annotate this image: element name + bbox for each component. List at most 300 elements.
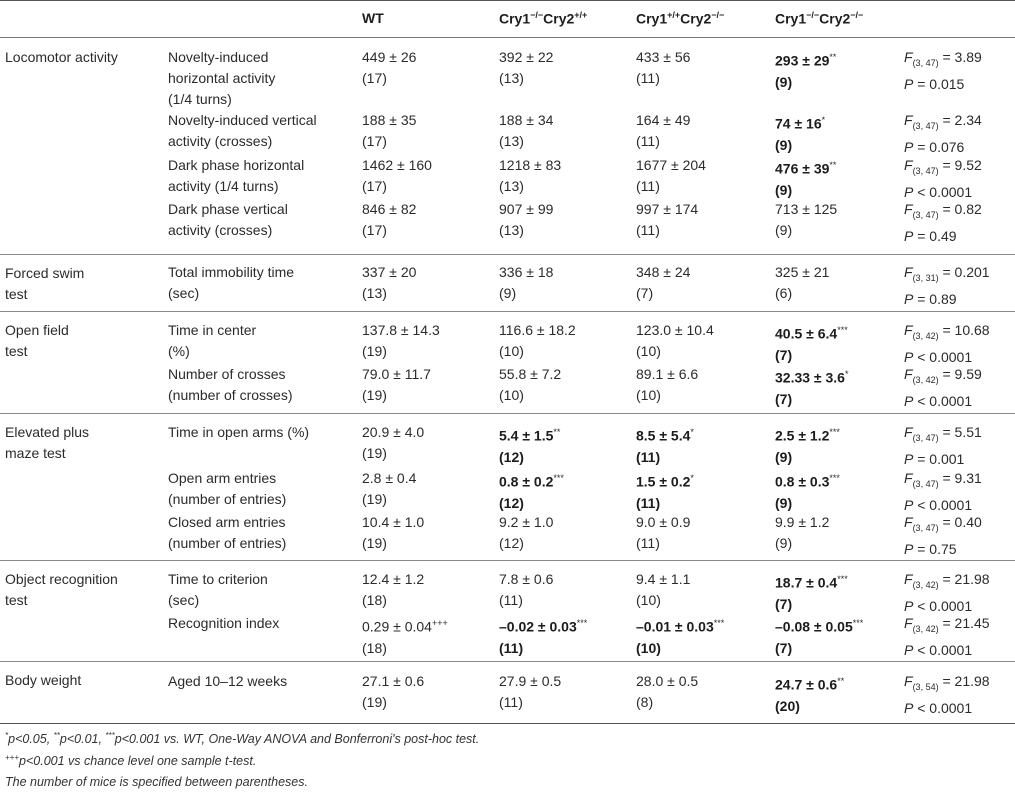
measure-label-line: activity (1/4 turns) [168, 178, 279, 194]
measure-label-line: Number of crosses [168, 366, 286, 382]
measure-label-line: Total immobility time [168, 264, 295, 280]
mean-sem [499, 613, 587, 638]
sample-size-value: (17) [362, 222, 387, 238]
mean-sem-value: 449 ± 26 [362, 49, 417, 65]
measure-label-line: (sec) [168, 592, 200, 608]
mean-sem [362, 512, 424, 533]
header-cry1ko-cry2ko: Cry1−/−Cry2−/− [775, 10, 864, 27]
value-cell-c4 [775, 569, 848, 615]
degrees-of-freedom: (3, 47) [912, 209, 939, 220]
measure-label [168, 155, 304, 197]
significance-stars: *** [837, 574, 848, 584]
f-letter: F [904, 673, 913, 689]
p-value: P = 0.49 [904, 227, 957, 244]
value-cell-c3 [636, 468, 694, 514]
p-value: P < 0.0001 [904, 392, 973, 409]
anova-stat [904, 422, 982, 470]
value-cell-c4 [775, 320, 848, 366]
f-letter: F [904, 571, 913, 587]
value-cell-wt [362, 47, 416, 89]
mean-sem-value: 1677 ± 204 [636, 157, 706, 173]
table-section [0, 311, 1015, 413]
f-statistic [904, 422, 982, 449]
significance-stars: * [690, 473, 694, 483]
mean-sem [499, 199, 553, 220]
mean-sem [636, 364, 698, 385]
sample-size [499, 68, 553, 89]
sample-size [499, 385, 561, 406]
sample-size-value: (19) [362, 387, 387, 403]
sample-size [499, 176, 561, 197]
mean-sem [636, 422, 694, 447]
degrees-of-freedom: (3, 42) [912, 374, 939, 385]
measure-label [168, 262, 294, 304]
sample-size [362, 341, 440, 362]
measure-label-line: (1/4 turns) [168, 91, 232, 107]
mean-sem-value: 10.4 ± 1.0 [362, 514, 425, 530]
sample-size-value: (9) [775, 73, 793, 90]
sample-size-value: (19) [362, 491, 387, 507]
value-cell-wt [362, 364, 431, 406]
mean-sem [636, 569, 690, 590]
sample-size [499, 447, 560, 468]
sample-size [775, 72, 836, 93]
sample-size [636, 533, 690, 554]
sample-size [362, 131, 416, 152]
anova-stat [904, 364, 982, 412]
mean-sem-value: –0.01 ± 0.03 [636, 618, 714, 635]
measure-label-line: Recognition index [168, 615, 280, 631]
value-cell-c3 [636, 320, 714, 362]
f-letter: F [904, 264, 913, 280]
degrees-of-freedom: (3, 42) [912, 579, 939, 590]
mean-sem-value: 40.5 ± 6.4 [775, 325, 838, 342]
p-value: P = 0.89 [904, 290, 957, 307]
f-letter: F [904, 157, 913, 173]
sample-size [499, 590, 553, 611]
value-cell-wt [362, 320, 440, 362]
f-statistic [904, 364, 982, 391]
mean-sem [362, 262, 416, 283]
mean-sem [362, 569, 424, 590]
value-cell-c3 [636, 364, 698, 406]
sample-size-value: (7) [636, 285, 654, 301]
mean-sem-value: 997 ± 174 [636, 201, 699, 217]
mean-sem-value: 0.29 ± 0.04 [362, 618, 432, 635]
significance-stars: * [690, 427, 694, 437]
table-section [0, 661, 1015, 723]
value-cell-c3 [636, 199, 698, 241]
f-letter: F [904, 470, 913, 486]
sample-size [775, 493, 840, 514]
mean-sem-value: 164 ± 49 [636, 112, 691, 128]
measure-label-line: activity (crosses) [168, 222, 273, 238]
measure-label [168, 199, 288, 241]
sample-size-value: (17) [362, 133, 387, 149]
section-title [5, 47, 118, 68]
value-cell-c2 [499, 47, 553, 89]
significance-stars: *** [852, 618, 864, 628]
p-letter: P [904, 496, 914, 513]
f-value: = 21.98 [938, 673, 990, 689]
mean-sem [499, 671, 561, 692]
sample-size [362, 385, 431, 406]
degrees-of-freedom: (3, 42) [912, 330, 939, 341]
degrees-of-freedom: (3, 42) [912, 623, 939, 634]
value-cell-c4 [775, 468, 840, 514]
mean-sem [775, 613, 863, 638]
mean-sem [775, 422, 840, 447]
measure-label-line: Novelty-induced [168, 49, 269, 65]
sample-size [636, 68, 690, 89]
sample-size-value: (11) [636, 448, 661, 465]
anova-stat [904, 47, 982, 95]
sample-size-value: (8) [636, 694, 654, 710]
p-letter: P [904, 641, 914, 658]
sample-size [636, 220, 698, 241]
sample-size-value: (13) [362, 285, 387, 301]
sample-size-value: (11) [499, 639, 524, 656]
value-cell-c2 [499, 569, 553, 611]
f-letter: F [904, 112, 913, 128]
p-letter: P [904, 597, 914, 614]
significance-stars: *** [553, 473, 564, 483]
sample-size [499, 638, 587, 659]
sample-size [636, 176, 706, 197]
f-statistic [904, 613, 990, 640]
sample-size [499, 533, 553, 554]
mean-sem [775, 262, 829, 283]
measure-label [168, 364, 292, 406]
sample-size [362, 533, 424, 554]
section-title-line: Forced swim [5, 265, 85, 281]
degrees-of-freedom: (3, 47) [912, 165, 939, 176]
degrees-of-freedom: (3, 47) [912, 57, 939, 68]
mean-sem-value: 337 ± 20 [362, 264, 417, 280]
p-value: P < 0.0001 [904, 597, 973, 614]
value-cell-c3 [636, 422, 694, 468]
mean-sem-value: 137.8 ± 14.3 [362, 322, 440, 338]
value-cell-wt [362, 569, 424, 611]
measure-label-line: (%) [168, 343, 190, 359]
measure-label [168, 569, 268, 611]
sample-size-value: (6) [775, 285, 793, 301]
sample-size-value: (7) [775, 390, 793, 407]
footnote-mice-count: The number of mice is specified between parentheses. [5, 775, 308, 789]
mean-sem [636, 320, 714, 341]
sample-size [636, 692, 698, 713]
sample-size [636, 638, 724, 659]
value-cell-c2 [499, 671, 561, 713]
value-cell-c2 [499, 110, 553, 152]
value-cell-wt [362, 671, 424, 713]
p-value: P = 0.076 [904, 138, 965, 155]
value-cell-c2 [499, 155, 561, 197]
mean-sem-value: 79.0 ± 11.7 [362, 366, 431, 382]
value-cell-wt [362, 613, 448, 659]
significance-stars: * [821, 115, 826, 125]
anova-stat [904, 613, 990, 661]
anova-stat [904, 155, 982, 203]
sample-size [499, 283, 553, 304]
sample-size [636, 341, 714, 362]
mean-sem [636, 262, 690, 283]
table-section [0, 560, 1015, 661]
sample-size [775, 389, 848, 410]
degrees-of-freedom: (3, 47) [912, 120, 939, 131]
sample-size [636, 590, 690, 611]
sample-size-value: (18) [362, 592, 387, 608]
sample-size [362, 692, 424, 713]
anova-stat [904, 569, 990, 617]
sample-size [362, 283, 416, 304]
mean-sem [636, 613, 724, 638]
sample-size [636, 447, 694, 468]
sample-size-value: (12) [499, 494, 524, 511]
sample-size-value: (9) [775, 535, 793, 551]
sample-size [636, 283, 690, 304]
table-header [0, 0, 1015, 38]
significance-stars: ** [837, 676, 845, 686]
sample-size [636, 385, 698, 406]
chance-significance: +++ [431, 618, 448, 628]
value-cell-wt [362, 422, 424, 464]
measure-label-line: Dark phase horizontal [168, 157, 305, 173]
mean-sem [775, 569, 848, 594]
section-title-line: Object recognition [5, 571, 118, 587]
mean-sem-value: 123.0 ± 10.4 [636, 322, 714, 338]
sample-size-value: (9) [775, 181, 793, 198]
mean-sem [499, 569, 553, 590]
value-cell-c4 [775, 671, 844, 717]
sample-size-value: (17) [362, 178, 387, 194]
mean-sem-value: 27.9 ± 0.5 [499, 673, 562, 689]
measure-label [168, 468, 286, 510]
f-statistic [904, 671, 990, 698]
measure-label [168, 671, 287, 692]
sample-size-value: (9) [775, 494, 793, 511]
mean-sem-value: 24.7 ± 0.6 [775, 676, 838, 693]
mean-sem [362, 671, 424, 692]
sample-size-value: (10) [636, 343, 661, 359]
p-letter: P [904, 138, 914, 155]
mean-sem-value: 55.8 ± 7.2 [499, 366, 562, 382]
sample-size [362, 489, 416, 510]
mean-sem-value: 0.8 ± 0.3 [775, 473, 830, 490]
sample-size-value: (10) [499, 343, 524, 359]
mean-sem-value: –0.08 ± 0.05 [775, 618, 853, 635]
sample-size-value: (9) [775, 222, 793, 238]
f-value: = 5.51 [938, 424, 982, 440]
sample-size [775, 594, 848, 615]
sample-size [499, 493, 564, 514]
f-value: = 9.52 [938, 157, 982, 173]
significance-stars: *** [576, 618, 588, 628]
value-cell-c3 [636, 671, 698, 713]
mean-sem [775, 199, 837, 220]
mean-sem-value: 336 ± 18 [499, 264, 554, 280]
anova-stat [904, 199, 982, 247]
degrees-of-freedom: (3, 47) [912, 432, 939, 443]
sample-size [636, 493, 694, 514]
sample-size [362, 68, 416, 89]
value-cell-c2 [499, 512, 553, 554]
table-section [0, 413, 1015, 560]
measure-label-line: (number of entries) [168, 491, 287, 507]
section-title [5, 263, 84, 305]
mean-sem-value: 89.1 ± 6.6 [636, 366, 699, 382]
measure-label-line: (sec) [168, 285, 200, 301]
mean-sem-value: 392 ± 22 [499, 49, 554, 65]
measure-label-line: Closed arm entries [168, 514, 286, 530]
f-value: = 0.82 [938, 201, 982, 217]
p-letter: P [904, 699, 914, 716]
f-letter: F [904, 424, 913, 440]
value-cell-c2 [499, 320, 576, 362]
value-cell-c3 [636, 155, 706, 197]
section-title-line: Open field [5, 322, 69, 338]
mean-sem-value: 7.8 ± 0.6 [499, 571, 554, 587]
sample-size-value: (11) [636, 494, 661, 511]
mean-sem [362, 47, 416, 68]
value-cell-c3 [636, 262, 690, 304]
f-letter: F [904, 322, 913, 338]
mean-sem [636, 512, 690, 533]
measure-label-line: Time to criterion [168, 571, 268, 587]
sample-size [362, 220, 416, 241]
mean-sem [362, 110, 416, 131]
header-wt: WT [362, 10, 384, 26]
sample-size-value: (10) [636, 592, 661, 608]
p-letter: P [904, 450, 914, 467]
significance-stars: ** [829, 160, 837, 170]
sample-size-value: (11) [636, 222, 660, 238]
measure-label [168, 110, 317, 152]
mean-sem-value: 188 ± 35 [362, 112, 417, 128]
measure-label-line: Time in open arms (%) [168, 424, 310, 440]
mean-sem [362, 364, 431, 385]
mean-sem-value: 2.8 ± 0.4 [362, 470, 417, 486]
significance-stars: ** [553, 427, 561, 437]
header-cry1ko-cry2wt: Cry1−/−Cry2+/+ [499, 10, 588, 27]
measure-label [168, 422, 309, 443]
sample-size [362, 638, 448, 659]
mean-sem-value: 907 ± 99 [499, 201, 554, 217]
mean-sem [362, 613, 448, 638]
sample-size-value: (10) [636, 387, 661, 403]
mean-sem [499, 422, 560, 447]
value-cell-wt [362, 155, 432, 197]
mean-sem [636, 47, 690, 68]
value-cell-c3 [636, 110, 690, 152]
value-cell-c2 [499, 364, 561, 406]
mean-sem [362, 155, 432, 176]
measure-label-line: Open arm entries [168, 470, 277, 486]
mean-sem [362, 199, 416, 220]
mean-sem-value: 1462 ± 160 [362, 157, 432, 173]
section-title-line: test [5, 343, 28, 359]
p-letter: P [904, 227, 914, 244]
mean-sem-value: 188 ± 34 [499, 112, 554, 128]
f-value: = 2.34 [938, 112, 982, 128]
section-title [5, 422, 89, 464]
sample-size [362, 176, 432, 197]
f-statistic [904, 569, 990, 596]
measure-label-line: horizontal activity [168, 70, 276, 86]
value-cell-c3 [636, 613, 724, 659]
mean-sem-value: 325 ± 21 [775, 264, 830, 280]
sample-size-value: (17) [362, 70, 387, 86]
mean-sem [775, 320, 848, 345]
sample-size-value: (11) [636, 535, 660, 551]
section-title [5, 569, 118, 611]
section-title-line: test [5, 286, 28, 302]
sample-size-value: (18) [362, 639, 387, 656]
f-letter: F [904, 201, 913, 217]
f-letter: F [904, 49, 913, 65]
f-letter: F [904, 615, 913, 631]
sample-size-value: (9) [775, 136, 793, 153]
mean-sem-value: 1218 ± 83 [499, 157, 562, 173]
sample-size-value: (11) [499, 592, 523, 608]
mean-sem-value: 9.9 ± 1.2 [775, 514, 830, 530]
anova-stat [904, 262, 990, 310]
f-value: = 10.68 [938, 322, 990, 338]
value-cell-wt [362, 199, 416, 241]
value-cell-c2 [499, 262, 553, 304]
f-statistic [904, 262, 990, 289]
measure-label-line: (number of crosses) [168, 387, 293, 403]
p-letter: P [904, 348, 914, 365]
mean-sem-value: 5.4 ± 1.5 [499, 427, 554, 444]
mean-sem [775, 364, 848, 389]
sample-size-value: (11) [636, 178, 660, 194]
sample-size-value: (13) [499, 178, 524, 194]
p-letter: P [904, 75, 914, 92]
mean-sem-value: 0.8 ± 0.2 [499, 473, 554, 490]
mean-sem [636, 671, 698, 692]
section-title-line: Body weight [5, 672, 82, 688]
sample-size [362, 443, 424, 464]
sample-size-value: (11) [499, 694, 523, 710]
sample-size-value: (19) [362, 535, 387, 551]
sample-size [499, 692, 561, 713]
sample-size-value: (13) [499, 70, 524, 86]
value-cell-c4 [775, 422, 840, 468]
sample-size-value: (7) [775, 595, 793, 612]
section-title-line: Elevated plus [5, 424, 90, 440]
mean-sem [636, 468, 694, 493]
p-letter: P [904, 392, 914, 409]
mean-sem [775, 512, 829, 533]
value-cell-c4 [775, 262, 829, 304]
mean-sem-value: 116.6 ± 18.2 [499, 322, 576, 338]
measure-label-line: activity (crosses) [168, 133, 273, 149]
p-value: P < 0.0001 [904, 641, 973, 658]
section-title-line: Locomotor activity [5, 49, 118, 65]
mean-sem-value: 28.0 ± 0.5 [636, 673, 699, 689]
f-value: = 0.40 [938, 514, 982, 530]
f-value: = 21.98 [938, 571, 990, 587]
header-cry1wt-cry2ko: Cry1+/+Cry2−/− [636, 10, 725, 27]
p-value: P = 0.75 [904, 540, 957, 557]
degrees-of-freedom: (3, 47) [912, 522, 939, 533]
section-title [5, 320, 69, 362]
section-title [5, 670, 81, 691]
significance-stars: *** [713, 618, 725, 628]
sample-size [775, 638, 863, 659]
sample-size-value: (9) [775, 448, 793, 465]
